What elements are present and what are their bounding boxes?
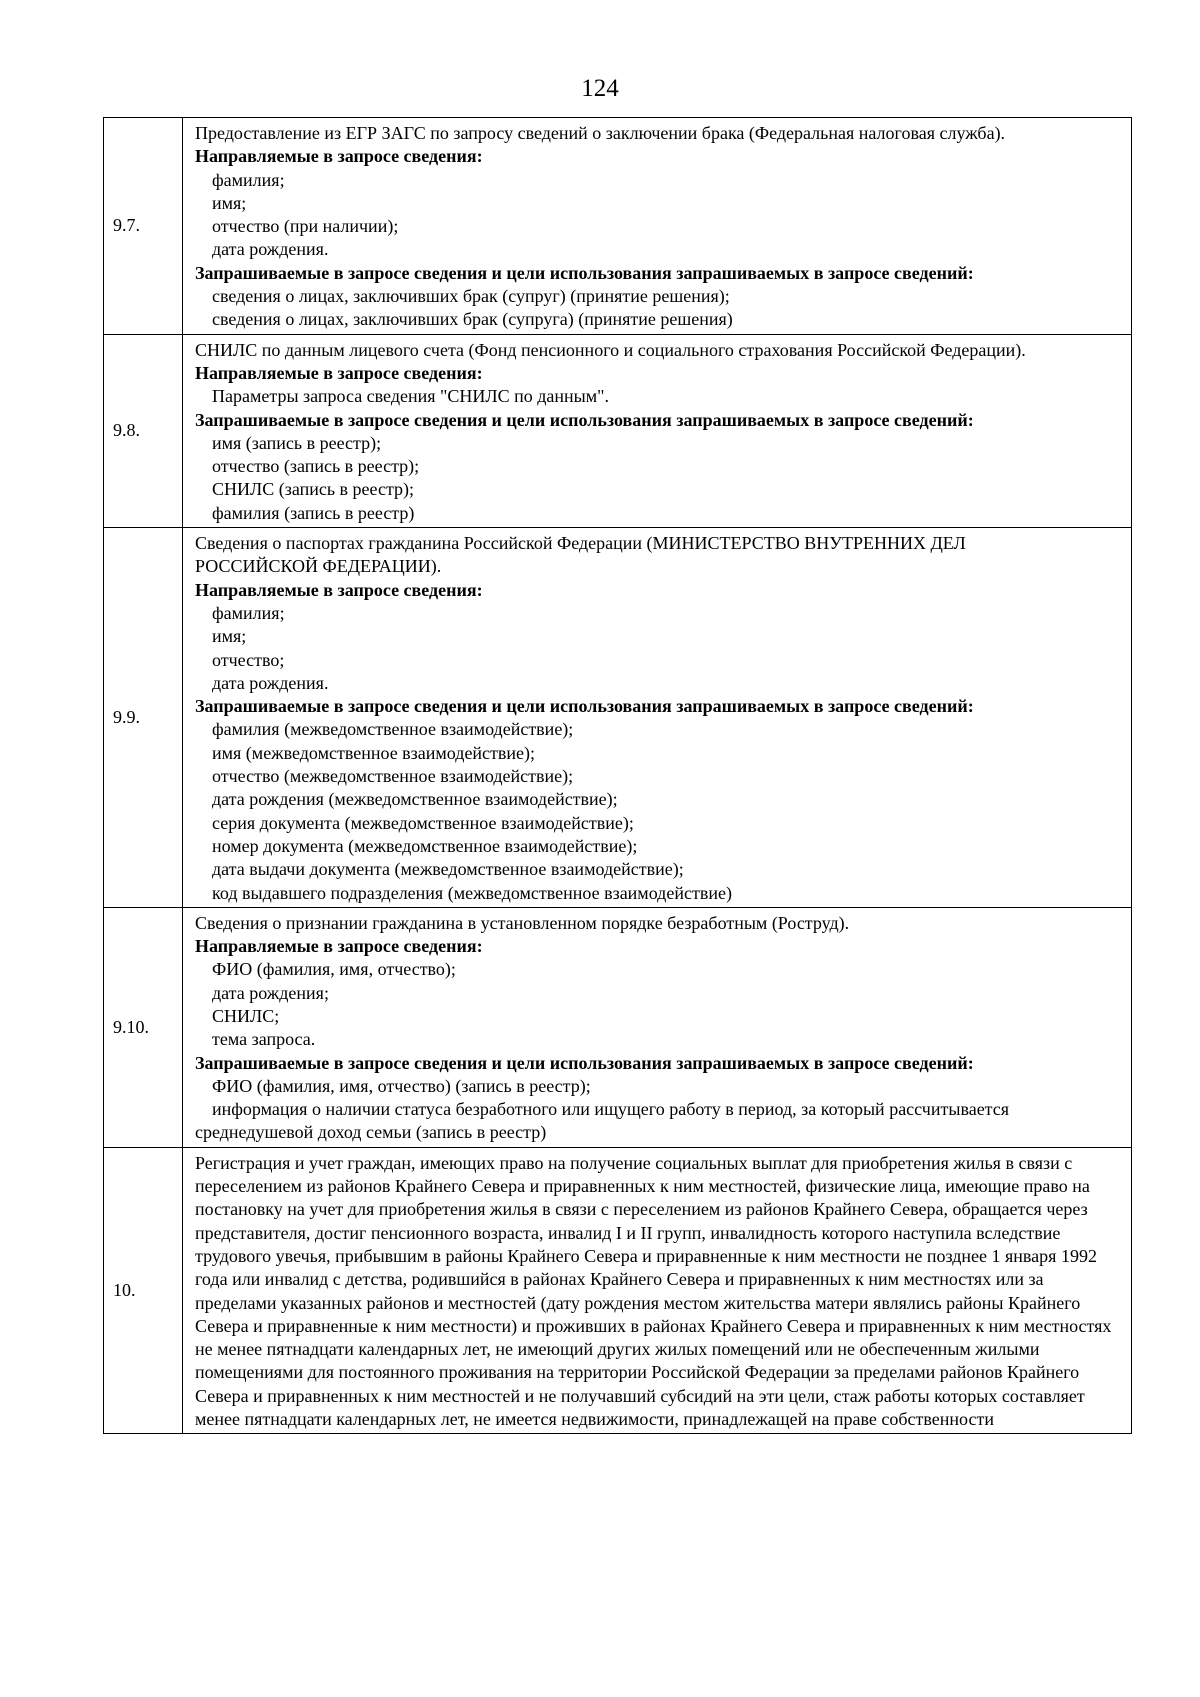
list-item: серия документа (межведомственное взаимодействие); [212, 812, 634, 833]
list-item: имя (межведомственное взаимодействие); [212, 742, 536, 763]
row-content [183, 1147, 1132, 1434]
row-number: 9.10. [104, 907, 183, 1147]
row-number: 9.8. [104, 334, 183, 527]
table-row [104, 907, 1132, 1147]
section-heading: Запрашиваемые в запросе сведения и цели использования запрашиваемых в запросе сведений: [195, 1052, 974, 1073]
list-item: фамилия; [212, 602, 285, 623]
row-content [183, 334, 1132, 527]
list-item: дата рождения. [212, 672, 329, 693]
list-item: СНИЛС; [212, 1005, 280, 1026]
list-item: фамилия; [212, 169, 285, 190]
row-content [183, 528, 1132, 908]
table-row [104, 528, 1132, 908]
service-title: Сведения о признании гражданина в установленном порядке безработным (Роструд). [195, 912, 850, 933]
list-item: номер документа (межведомственное взаимодействие); [212, 835, 638, 856]
list-item: ФИО (фамилия, имя, отчество); [212, 959, 456, 980]
list-item: фамилия (межведомственное взаимодействие); [212, 719, 574, 740]
table-row [104, 334, 1132, 527]
table-body [104, 118, 1132, 1434]
section-heading: Направляемые в запросе сведения: [195, 362, 483, 383]
section-heading: Направляемые в запросе сведения: [195, 579, 483, 600]
section-heading: Запрашиваемые в запросе сведения и цели использования запрашиваемых в запросе сведений: [195, 262, 974, 283]
list-item: дата рождения; [212, 982, 329, 1003]
service-title: Предоставление из ЕГР ЗАГС по запросу сведений о заключении брака (Федеральная налоговая служба). [195, 123, 1006, 143]
services-table [103, 117, 1132, 1434]
list-item: СНИЛС (запись в реестр); [212, 479, 415, 500]
description-paragraph: Регистрация и учет граждан, имеющих право на получение социальных выплат для приобретения жилья в связи с переселением из районов Крайнего Севера и приравненных к ним местностей, физические лица, имеющие право на постановку на учет для приобретения жилья в связи с переселением из районов Крайнего Севера, обращается через представителя, достиг пенсионного возраста, инвалид I и II групп, инвалидность которого наступила вследствие трудового увечья, прибывшим в районы Крайнего Севера и приравненные к ним местности не позднее 1 января 1992 года или инвалид с детства, родившийся в районах Крайнего Севера и приравненных к ним местностях или за пределами указанных районов и местностей (дату рождения местом жительства матери являлись районы Крайнего Севера и приравненные к ним местности) и проживших в районах Крайнего Севера и приравненных к ним местностях не менее пятнадцати календарных лет, не имеющий других жилых помещений или не обеспеченным жилыми помещениями для постоянного проживания на территории Российской Федерации за пределами районов Крайнего Севера и приравненных к ним местностей и не получавший субсидий на эти цели, стаж работы которых составляет менее пятнадцати календарных лет, не имеется недвижимости, принадлежащей на праве собственности [195, 1152, 1112, 1430]
list-item: фамилия (запись в реестр) [212, 502, 415, 523]
list-item: Параметры запроса сведения "СНИЛС по данным". [212, 386, 609, 407]
list-item: дата рождения. [212, 239, 329, 260]
service-title: РОССИЙСКОЙ ФЕДЕРАЦИИ). [195, 556, 442, 577]
list-item: имя (запись в реестр); [212, 432, 382, 453]
list-item: код выдавшего подразделения (межведомственное взаимодействие) [212, 882, 732, 903]
list-item: информация о наличии статуса безработного или ищущего работу в период, за который рассчитывается среднедушевой доход семьи (запись в реестр) [195, 1099, 1010, 1143]
section-heading: Запрашиваемые в запросе сведения и цели использования запрашиваемых в запросе сведений: [195, 696, 974, 717]
row-number: 9.7. [104, 118, 183, 335]
table-row [104, 1147, 1132, 1434]
page-number: 124 [581, 75, 619, 102]
section-heading: Направляемые в запросе сведения: [195, 936, 483, 957]
section-heading: Направляемые в запросе сведения: [195, 146, 483, 167]
list-item: сведения о лицах, заключивших брак (супруга) (принятие решения) [212, 309, 733, 330]
row-number: 9.9. [104, 528, 183, 908]
list-item: отчество; [212, 649, 285, 670]
list-item: ФИО (фамилия, имя, отчество) (запись в реестр); [212, 1075, 591, 1096]
list-item: тема запроса. [212, 1029, 316, 1050]
row-number: 10. [104, 1147, 183, 1434]
row-content [183, 907, 1132, 1147]
list-item: дата рождения (межведомственное взаимодействие); [212, 789, 618, 810]
service-title: Сведения о паспортах гражданина Российской Федерации (МИНИСТЕРСТВО ВНУТРЕННИХ ДЕЛ [195, 533, 966, 554]
row-content [183, 118, 1132, 335]
table-row [104, 118, 1132, 335]
list-item: отчество (запись в реестр); [212, 456, 420, 477]
list-item: отчество (межведомственное взаимодействие); [212, 766, 574, 787]
list-item: сведения о лицах, заключивших брак (супруг) (принятие решения); [212, 286, 730, 307]
list-item: дата выдачи документа (межведомственное взаимодействие); [212, 859, 684, 880]
list-item: имя; [212, 192, 247, 213]
list-item: отчество (при наличии); [212, 216, 399, 237]
section-heading: Запрашиваемые в запросе сведения и цели использования запрашиваемых в запросе сведений: [195, 409, 974, 430]
list-item: имя; [212, 626, 247, 647]
service-title: СНИЛС по данным лицевого счета (Фонд пенсионного и социального страхования Российской Федерации). [195, 339, 1026, 360]
